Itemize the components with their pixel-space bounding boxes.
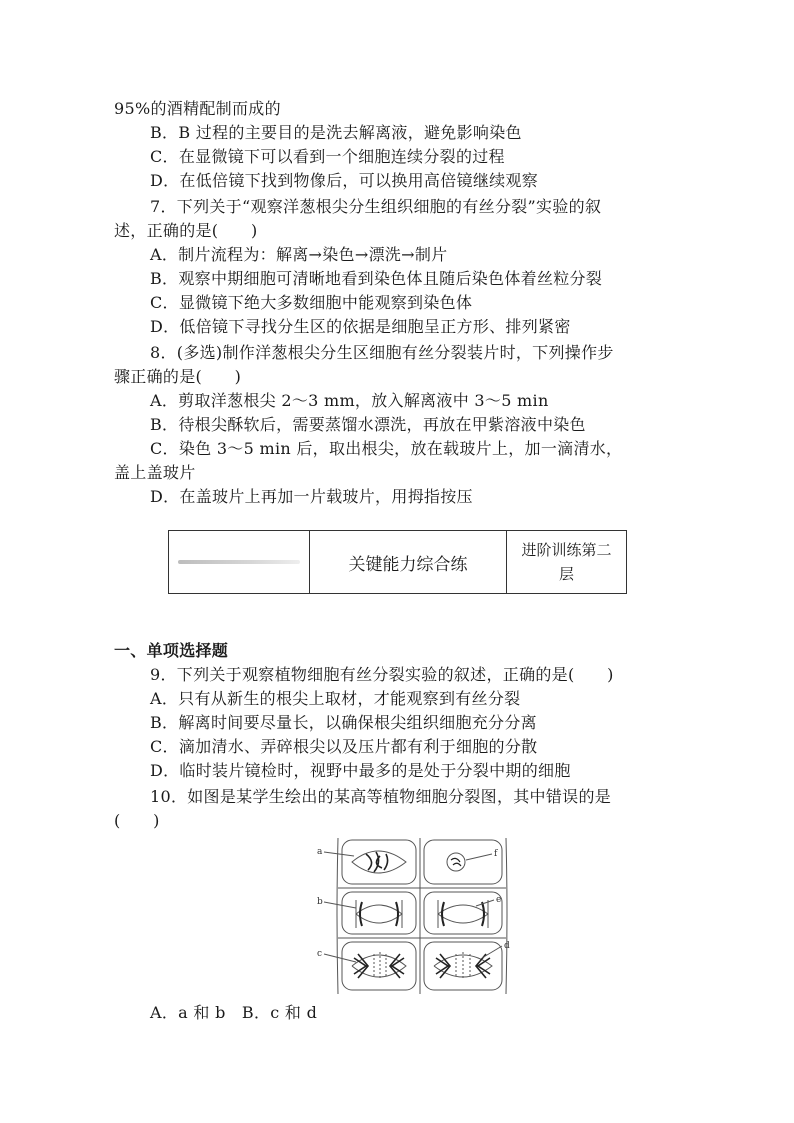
option-a: A．制片流程为：解离→染色→漂洗→制片 (150, 245, 448, 264)
question-10-cont: ( ) (114, 811, 160, 830)
option-b: B．解离时间要尽量长，以确保根尖组织细胞充分分离 (150, 713, 537, 732)
banner-subtitle: 进阶训练第二层 (521, 541, 612, 583)
question-10: 10．如图是某学生绘出的某高等植物细胞分裂图，其中错误的是 (150, 787, 612, 806)
banner-title: 关键能力综合练 (310, 531, 507, 593)
option-b: B．待根尖酥软后，需要蒸馏水漂洗，再放在甲紫溶液中染色 (150, 415, 586, 434)
section-banner (168, 530, 627, 594)
figure-label-f: f (494, 849, 498, 859)
cell-division-figure (316, 834, 516, 996)
option-c-cont: 盖上盖玻片 (114, 463, 196, 482)
figure-label-e: e (496, 895, 502, 905)
question-7: 7．下列关于“观察洋葱根尖分生组织细胞的有丝分裂”实验的叙 (150, 197, 602, 216)
banner-decoration-icon (174, 555, 304, 569)
question-8-cont: 骤正确的是( ) (114, 367, 242, 386)
figure-label-a: a (317, 847, 323, 857)
option-b: B．B 过程的主要目的是洗去解离液，避免影响染色 (150, 123, 522, 142)
question-8: 8．(多选)制作洋葱根尖分生区细胞有丝分裂装片时，下列操作步 (150, 343, 614, 362)
option-c: C．显微镜下绝大多数细胞中能观察到染色体 (150, 293, 473, 312)
question-7-cont: 述，正确的是( ) (114, 221, 258, 240)
option-b: B．观察中期细胞可清晰地看到染色体且随后染色体着丝粒分裂 (150, 269, 603, 288)
option-c: C．在显微镜下可以看到一个细胞连续分裂的过程 (150, 147, 505, 166)
banner-logo-cell (169, 531, 310, 593)
text-line: 95%的酒精配制而成的 (114, 99, 281, 118)
option-a: A．剪取洋葱根尖 2～3 mm，放入解离液中 3～5 min (150, 391, 549, 410)
option-d: D．低倍镜下寻找分生区的依据是细胞呈正方形、排列紧密 (150, 317, 571, 336)
figure-label-c: c (317, 949, 323, 959)
figure-label-b: b (317, 897, 323, 907)
answer-options: A．a 和 b B．c 和 d (150, 1003, 318, 1022)
option-c: C．染色 3～5 min 后，取出根尖，放在载玻片上，加一滴清水， (150, 439, 623, 458)
option-d: D．在低倍镜下找到物像后，可以换用高倍镜继续观察 (150, 171, 539, 190)
option-a: A．只有从新生的根尖上取材，才能观察到有丝分裂 (150, 689, 521, 708)
option-d: D．临时装片镜检时，视野中最多的是处于分裂中期的细胞 (150, 761, 571, 780)
figure-label-d: d (504, 941, 510, 951)
question-9: 9．下列关于观察植物细胞有丝分裂实验的叙述，正确的是( ) (150, 665, 614, 684)
option-c: C．滴加清水、弄碎根尖以及压片都有利于细胞的分散 (150, 737, 538, 756)
section-heading: 一、单项选择题 (114, 641, 229, 660)
option-d: D．在盖玻片上再加一片载玻片，用拇指按压 (150, 487, 473, 506)
